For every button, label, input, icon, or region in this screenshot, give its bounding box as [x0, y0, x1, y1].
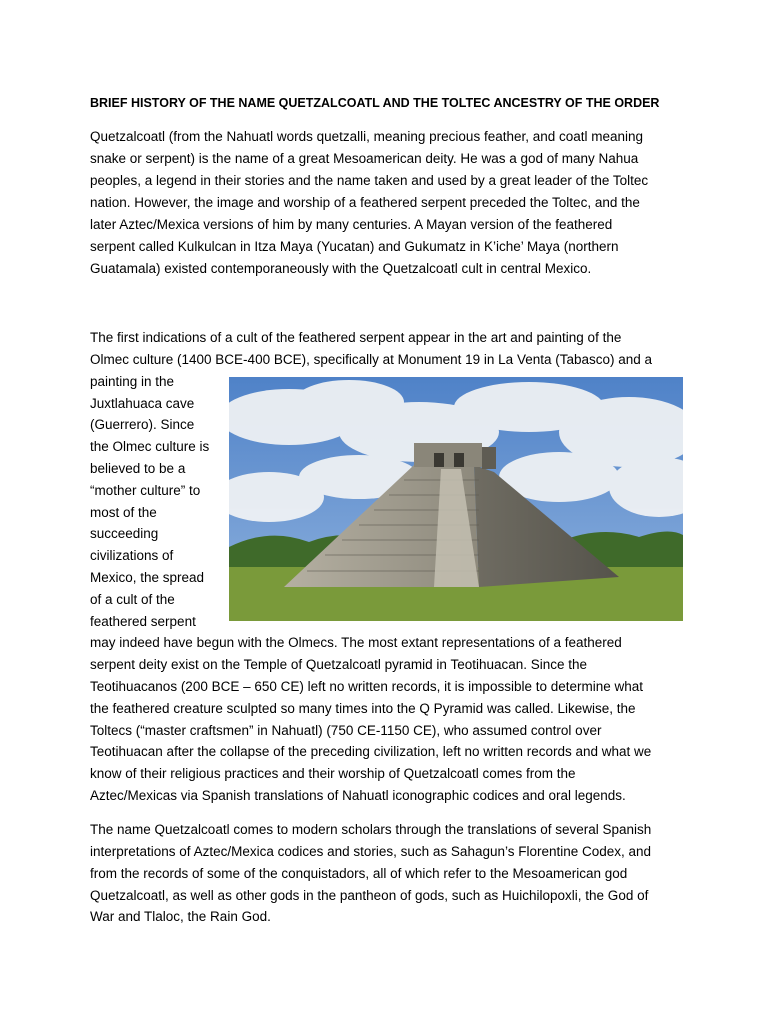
- document-heading: BRIEF HISTORY OF THE NAME QUETZALCOATL AND THE TOLTEC ANCESTRY OF THE ORDER: [90, 96, 660, 110]
- paragraph-1-line: Quetzalcoatl (from the Nahuatl words quetzalli, meaning precious feather, and coatl meaning: [90, 129, 644, 144]
- paragraph-2-wrapped-line: (Guerrero). Since: [90, 417, 195, 432]
- paragraph-3-line: Quetzalcoatl, as well as other gods in the pantheon of gods, such as Huichilopoxli, the God of: [90, 888, 649, 903]
- paragraph-2-wrapped-line: Mexico, the spread: [90, 570, 205, 585]
- paragraph-2-line: may indeed have begun with the Olmecs. The most extant representations of a feathered: [90, 635, 622, 650]
- paragraph-2-line: Teotihuacan after the collapse of the preceding civilization, left no written records and what we: [90, 744, 652, 759]
- paragraph-2-wrapped-line: believed to be a: [90, 461, 186, 476]
- paragraph-2-line: serpent deity exist on the Temple of Quetzalcoatl pyramid in Teotihuacan. Since the: [90, 657, 588, 672]
- paragraph-2-wrapped-line: civilizations of: [90, 548, 174, 563]
- paragraph-2-wrapped-line: succeeding: [90, 526, 159, 541]
- paragraph-1-line: peoples, a legend in their stories and the name taken and used by a great leader of the Toltec: [90, 173, 649, 188]
- paragraph-2-wrapped-line: Juxtlahuaca cave: [90, 396, 195, 411]
- paragraph-2-wrapped-line: most of the: [90, 505, 157, 520]
- paragraph-2-line: Aztec/Mexicas via Spanish translations of Nahuatl iconographic codices and oral legends.: [90, 788, 626, 803]
- paragraph-2-wrapped-line: of a cult of the: [90, 592, 175, 607]
- paragraph-1-line: Guatamala) existed contemporaneously with the Quetzalcoatl cult in central Mexico.: [90, 261, 592, 276]
- pyramid-temple: [414, 443, 482, 467]
- paragraph-2-line: the feathered creature sculpted so many times into the Q Pyramid was called. Likewise, the: [90, 701, 636, 716]
- paragraph-2-wrapped-line: painting in the: [90, 374, 175, 389]
- pyramid-photo: [229, 377, 683, 621]
- paragraph-2-wrapped-line: feathered serpent: [90, 614, 196, 629]
- paragraph-1-line: snake or serpent) is the name of a great Mesoamerican deity. He was a god of many Nahua: [90, 151, 639, 166]
- paragraph-3-line: interpretations of Aztec/Mexica codices and stories, such as Sahagun’s Florentine Codex, and: [90, 844, 652, 859]
- paragraph-1-line: later Aztec/Mexica versions of him by many centuries. A Mayan version of the feathered: [90, 217, 613, 232]
- paragraph-2-line: The first indications of a cult of the feathered serpent appear in the art and painting of the: [90, 330, 622, 345]
- paragraph-3-line: from the records of some of the conquistadors, all of which refer to the Mesoamerican god: [90, 866, 628, 881]
- paragraph-2-line: know of their religious practices and their worship of Quetzalcoatl comes from the: [90, 766, 576, 781]
- paragraph-2-wrapped-line: the Olmec culture is: [90, 439, 210, 454]
- paragraph-1-line: nation. However, the image and worship of a feathered serpent preceded the Toltec, and the: [90, 195, 640, 210]
- paragraph-3-line: War and Tlaloc, the Rain God.: [90, 909, 271, 924]
- paragraph-1-line: serpent called Kulkulcan in Itza Maya (Yucatan) and Gukumatz in K’iche’ Maya (northern: [90, 239, 619, 254]
- pyramid-illustration: [229, 377, 683, 621]
- paragraph-2-line: Teotihuacanos (200 BCE – 650 CE) left no written records, it is impossible to determine what: [90, 679, 644, 694]
- paragraph-2-wrapped-line: “mother culture” to: [90, 483, 201, 498]
- paragraph-2-line: Olmec culture (1400 BCE-400 BCE), specifically at Monument 19 in La Venta (Tabasco) and a: [90, 352, 653, 367]
- paragraph-2-line: Toltecs (“master craftsmen” in Nahuatl) (750 CE-1150 CE), who assumed control over: [90, 723, 602, 738]
- paragraph-3-line: The name Quetzalcoatl comes to modern scholars through the translations of several Spanish: [90, 822, 652, 837]
